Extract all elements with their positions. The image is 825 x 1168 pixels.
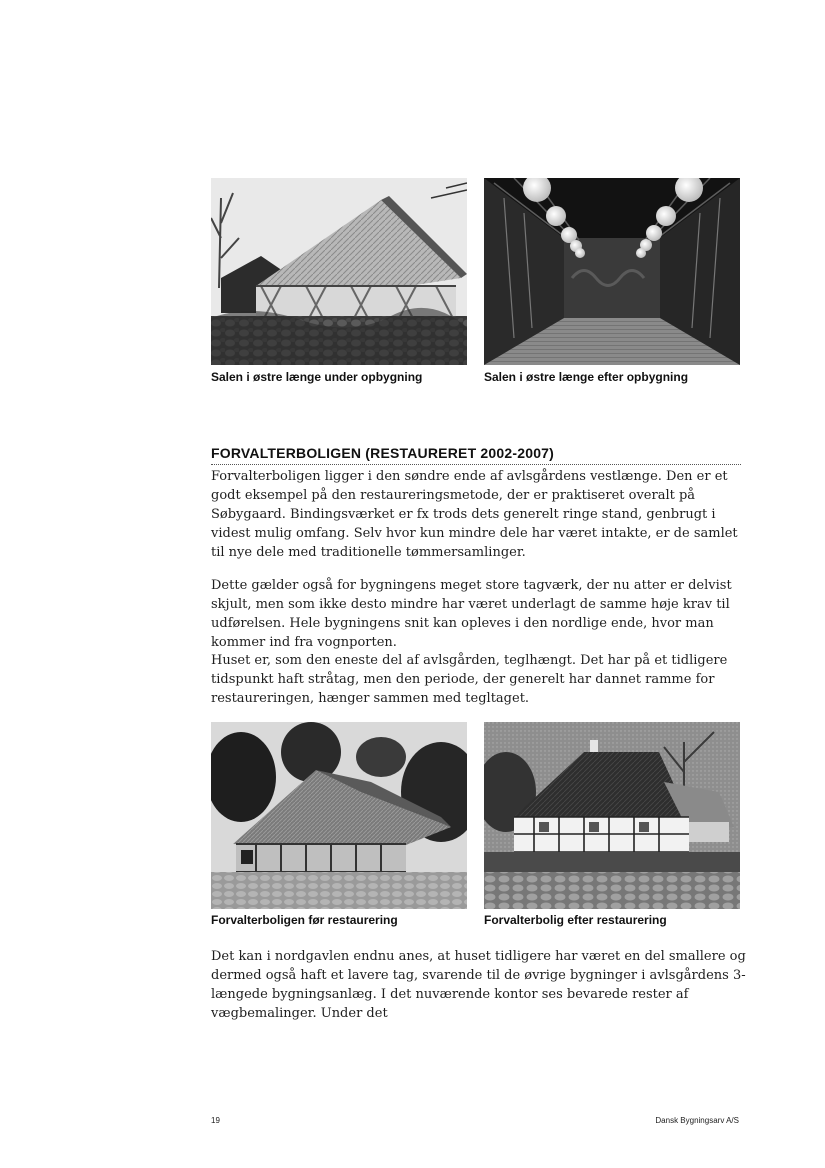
paragraph-1: Forvalterboligen ligger i den søndre ende af avlsgårdens vestlænge. Den er et godt eksempel på den restaureringsmetode, der er praktiseret overalt på Søbygaard. Bindingsværket er fx trods dets generelt ringe stand, genbrugt i videst mulig omfang. Selv hvor kun mindre dele har været intakte, er de samlet til nye dele med traditionelle tømmersamlinger. <box>211 469 738 560</box>
photo-hall-after-construction <box>484 178 740 365</box>
photo-house-after-restoration <box>484 722 740 909</box>
photo-house-before-restoration <box>211 722 467 909</box>
page-number: 19 <box>211 1116 220 1125</box>
publisher-name: Dansk Bygningsarv A/S <box>655 1116 739 1125</box>
caption-house-after-restoration: Forvalterbolig efter restaurering <box>484 913 667 927</box>
caption-hall-under-construction: Salen i østre længe under opbygning <box>211 370 423 384</box>
caption-house-before-restoration: Forvalterboligen før restaurering <box>211 913 398 927</box>
paragraph-4: Det kan i nordgavlen endnu anes, at huset tidligere har været en del smallere og dermed også haft et lavere tag, svarende til de øvrige bygninger i avlsgårdens 3-længede bygningsanlæg. I det nuværende kontor ses bevarede rester af vægbemalinger. Under det <box>211 949 746 1021</box>
caption-hall-after-construction: Salen i østre længe efter opbygning <box>484 370 689 384</box>
photo-hall-under-construction <box>211 178 467 365</box>
paragraph-2: Dette gælder også for bygningens meget store tagværk, der nu atter er delvist skjult, men som ikke desto mindre har været underlagt de samme høje krav til udførelsen. Hele bygningens snit kan opleves i den nordlige ende, hvor man kommer ind fra vognporten. <box>211 578 732 650</box>
paragraph-3: Huset er, som den eneste del af avlsgården, teglhængt. Det har på et tidligere tidspunkt haft stråtag, men den periode, der generelt har dannet ramme for restaureringen, hænger sammen med tegltaget. <box>211 653 728 706</box>
section-heading: FORVALTERBOLIGEN (RESTAURERET 2002-2007) <box>211 445 741 465</box>
